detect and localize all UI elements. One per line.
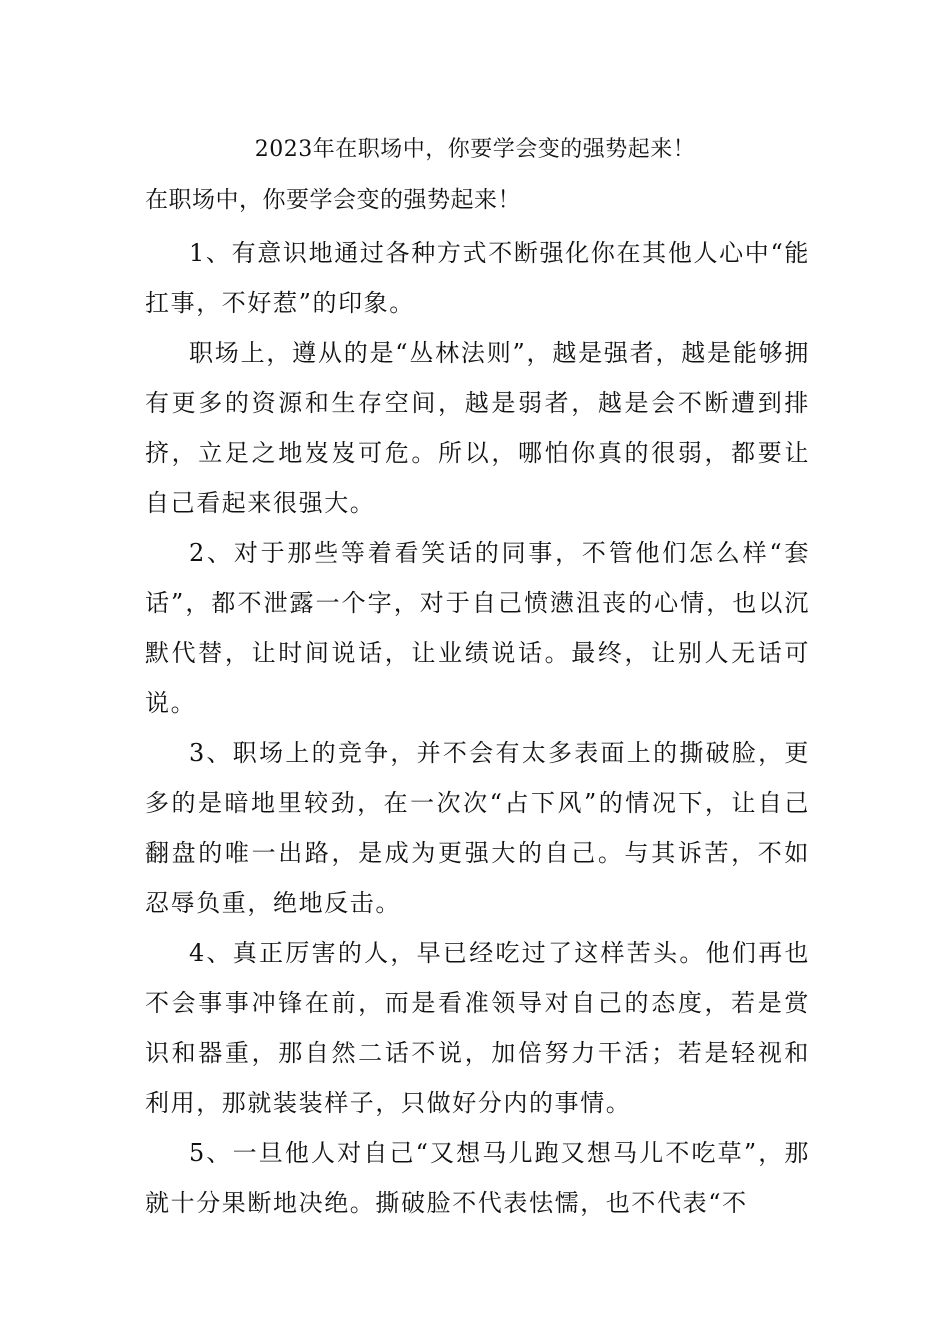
paragraph-3: 2、对于那些等着看笑话的同事，不管他们怎么样“套话”，都不泄露一个字，对于自己愤懑沮丧的心情，也以沉默代替，让时间说话，让业绩说话。最终，让别人无话可说。: [145, 539, 810, 717]
document-title: 2023年在职场中，你要学会变的强势起来！: [254, 137, 696, 162]
paragraph-2: 职场上，遵从的是“丛林法则”，越是强者，越是能够拥有更多的资源和生存空间，越是弱者，越是会不断遭到排挤，立足之地岌岌可危。所以，哪怕你真的很弱，都要让自己看起来很强大。: [145, 339, 810, 517]
paragraph-6: 5、一旦他人对自己“又想马儿跑又想马儿不吃草”，那就十分果断地决绝。撕破脸不代表怯懦，也不代表“不: [145, 1139, 810, 1217]
document-body: [145, 228, 810, 1228]
paragraph-4: 3、职场上的竞争，并不会有太多表面上的撕破脸，更多的是暗地里较劲，在一次次“占下风”的情况下，让自己翻盘的唯一出路，是成为更强大的自己。与其诉苦，不如忍辱负重，绝地反击。: [145, 739, 810, 917]
paragraph-5: 4、真正厉害的人，早已经吃过了这样苦头。他们再也不会事事冲锋在前，而是看准领导对自己的态度，若是赏识和器重，那自然二话不说，加倍努力干活；若是轻视和利用，那就装装样子，只做好分内的事情。: [145, 939, 810, 1117]
paragraph-1: 1、有意识地通过各种方式不断强化你在其他人心中“能扛事，不好惹”的印象。: [145, 239, 810, 317]
document-subtitle: 在职场中，你要学会变的强势起来！: [145, 187, 521, 213]
